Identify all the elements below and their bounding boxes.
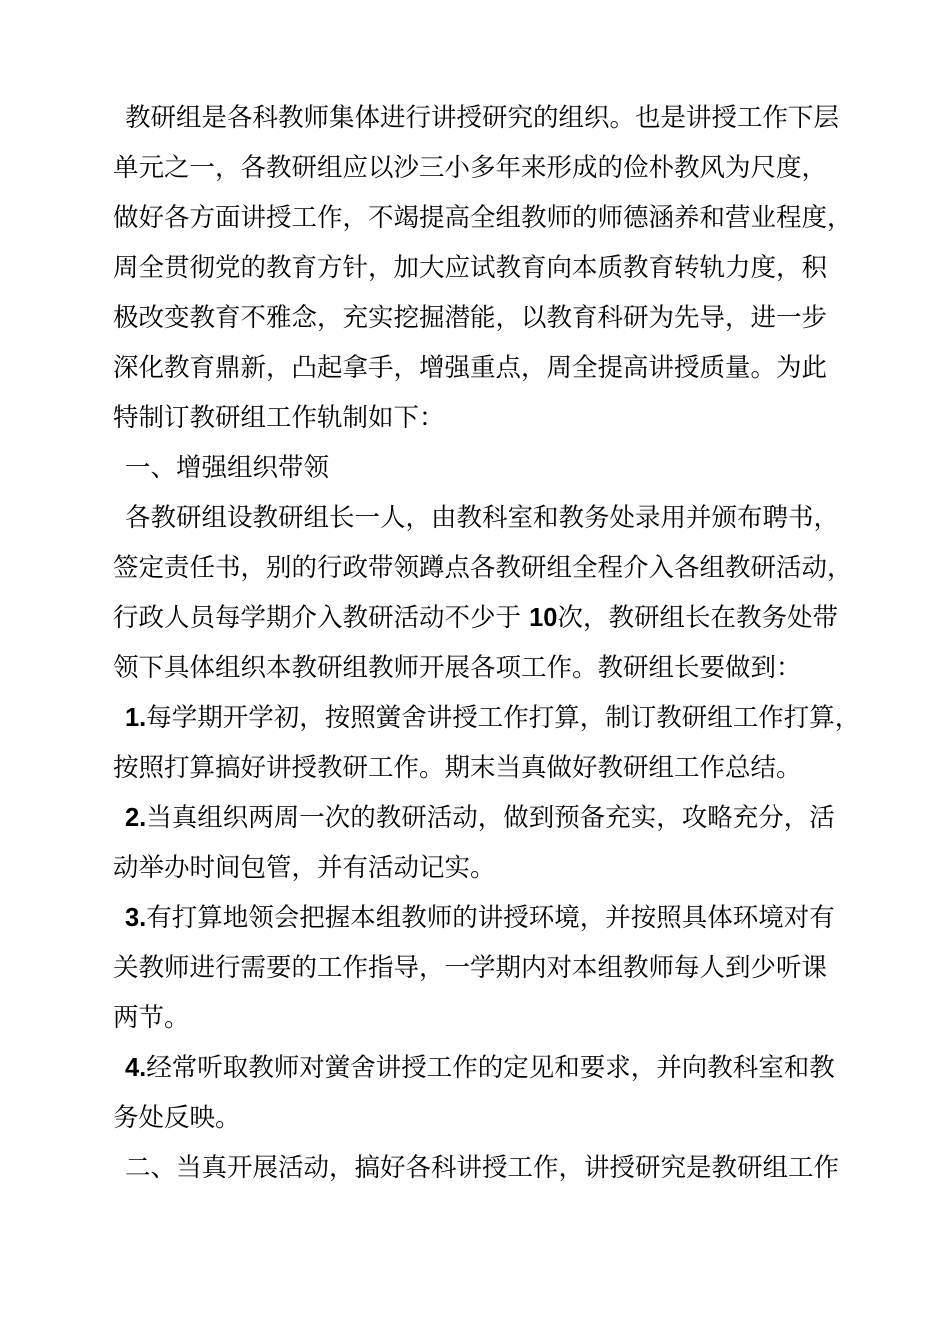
- number-text: 10: [529, 604, 558, 632]
- text-line: 极改变教育不雅念，充实挖掘潜能，以教育科研为先导，进一步: [113, 303, 828, 333]
- text-segment: 行政人员每学期介入教研活动不少于: [113, 603, 522, 633]
- text-segment: 次，教研组长在教务处带: [557, 603, 839, 633]
- list-number: 2.: [125, 804, 147, 832]
- list-item: [113, 1043, 843, 1093]
- text-line: 关教师进行需要的工作指导，一学期内对本组教师每人到少听课: [113, 953, 828, 983]
- document-body: [113, 93, 861, 1193]
- section-heading: 二、当真开展活动，搞好各科讲授工作，讲授研究是教研组工作: [125, 1153, 840, 1183]
- section-heading: 一、增强组织带领: [125, 453, 330, 483]
- text-line: 两节。: [113, 1003, 190, 1033]
- text-segment: 有打算地领会把握本组教师的讲授环境，并按照具体环境对有: [146, 903, 835, 933]
- text-segment: 当真组织两周一次的教研活动，做到预备充实，攻略充分，活: [146, 803, 835, 833]
- text-segment: 经常听取教师对黉舍讲授工作的定见和要求，并向教科室和教: [146, 1053, 835, 1083]
- text-line: 做好各方面讲授工作，不竭提高全组教师的师德涵养和营业程度，: [113, 203, 853, 233]
- text-line: 务处反映。: [113, 1103, 241, 1133]
- text-line: 教研组是各科教师集体进行讲授研究的组织。也是讲授工作下层: [125, 103, 840, 133]
- list-number: 3.: [125, 904, 147, 932]
- list-item: [113, 693, 861, 743]
- list-item: [113, 893, 843, 943]
- text-line: 深化教育鼎新，凸起拿手，增强重点，周全提高讲授质量。为此: [113, 353, 828, 383]
- text-line: [113, 593, 843, 643]
- text-line: 动举办时间包管，并有活动记实。: [113, 853, 496, 883]
- list-item: [113, 793, 843, 843]
- list-number: 1.: [125, 704, 147, 732]
- text-line: 特制订教研组工作轨制如下：: [113, 403, 445, 433]
- text-line: 各教研组设教研组长一人，由教科室和教务处录用并颁布聘书，: [125, 503, 840, 533]
- text-line: 领下具体组织本教研组教师开展各项工作。教研组长要做到：: [113, 653, 802, 683]
- text-line: 按照打算搞好讲授教研工作。期末当真做好教研组工作总结。: [113, 753, 802, 783]
- text-line: 签定责任书，别的行政带领蹲点各教研组全程介入各组教研活动，: [113, 553, 853, 583]
- text-segment: 每学期开学初，按照黉舍讲授工作打算，制订教研组工作打算，: [146, 703, 861, 733]
- text-line: 周全贯彻党的教育方针，加大应试教育向本质教育转轨力度，积: [113, 253, 828, 283]
- list-number: 4.: [125, 1054, 147, 1082]
- text-line: 单元之一，各教研组应以沙三小多年来形成的俭朴教风为尺度，: [113, 153, 828, 183]
